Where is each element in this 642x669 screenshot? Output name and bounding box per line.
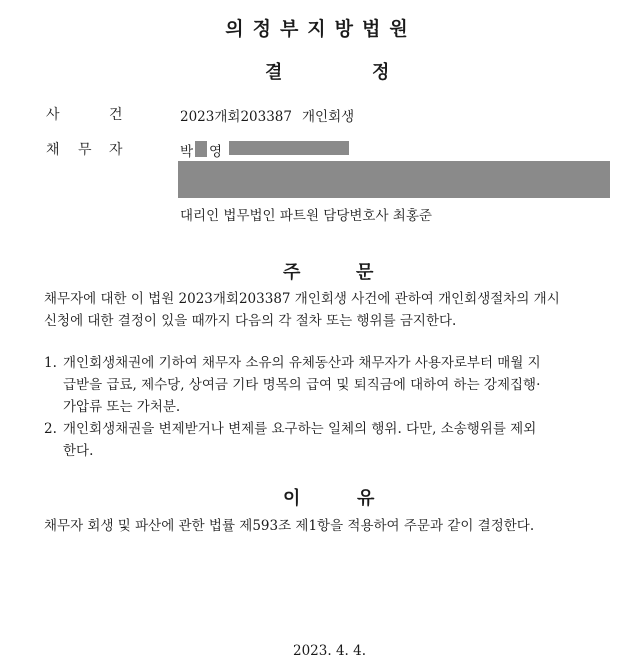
debtor-name-last: 영 bbox=[209, 144, 223, 160]
order-intro-line1: 채무자에 대한 이 법원 2023개회203387 개인회생 사건에 관하여 개인회생절차의 개시 bbox=[44, 291, 560, 307]
debtor-label-ja: 자 bbox=[109, 142, 123, 158]
reason-text: 채무자 회생 및 파산에 관한 법률 제593조 제1항을 적용하여 주문과 같이 결정한다. bbox=[44, 518, 535, 534]
case-number: 2023개회203387 bbox=[180, 109, 292, 125]
order-item-2-line2: 한다. bbox=[63, 443, 94, 459]
order-item-1-num: 1. bbox=[44, 355, 57, 371]
address-redaction-block bbox=[178, 161, 610, 198]
reason-title-left: 이 bbox=[283, 488, 301, 509]
case-type: 개인회생 bbox=[302, 109, 355, 125]
decision-date: 2023. 4. 4. bbox=[293, 643, 366, 659]
debtor-agent: 대리인 법무법인 파트원 담당변호사 최홍준 bbox=[180, 208, 432, 224]
order-intro-line2: 신청에 대한 결정이 있을 때까지 다음의 각 절차 또는 행위를 금지한다. bbox=[44, 313, 457, 329]
debtor-label-mu: 무 bbox=[78, 142, 92, 158]
case-label-sa: 사 bbox=[46, 107, 60, 123]
court-name: 의정부지방법원 bbox=[225, 18, 417, 40]
order-title-right: 문 bbox=[356, 262, 374, 283]
debtor-label-chae: 채 bbox=[46, 142, 60, 158]
order-title-left: 주 bbox=[283, 262, 301, 283]
order-item-1-line3: 가압류 또는 가처분. bbox=[63, 399, 181, 415]
order-item-2-num: 2. bbox=[44, 421, 57, 437]
order-item-1-line1: 개인회생채권에 기하여 채무자 소유의 유체동산과 채무자가 사용자로부터 매월 지 bbox=[63, 355, 541, 371]
order-item-1-line2: 급받을 급료, 제수당, 상여금 기타 명목의 급여 및 퇴직금에 대하여 하는 강제집행· bbox=[63, 377, 541, 393]
case-label-geon: 건 bbox=[109, 107, 123, 123]
doc-title-left: 결 bbox=[265, 62, 283, 83]
doc-title-right: 정 bbox=[372, 62, 390, 83]
reason-title-right: 유 bbox=[357, 488, 375, 509]
order-item-2-line1: 개인회생채권을 변제받거나 변제를 요구하는 일체의 행위. 다만, 소송행위를 제외 bbox=[63, 421, 537, 437]
debtor-name-first: 박 bbox=[180, 144, 194, 160]
name-redaction-block bbox=[195, 141, 207, 157]
id-redaction-block bbox=[229, 141, 349, 155]
